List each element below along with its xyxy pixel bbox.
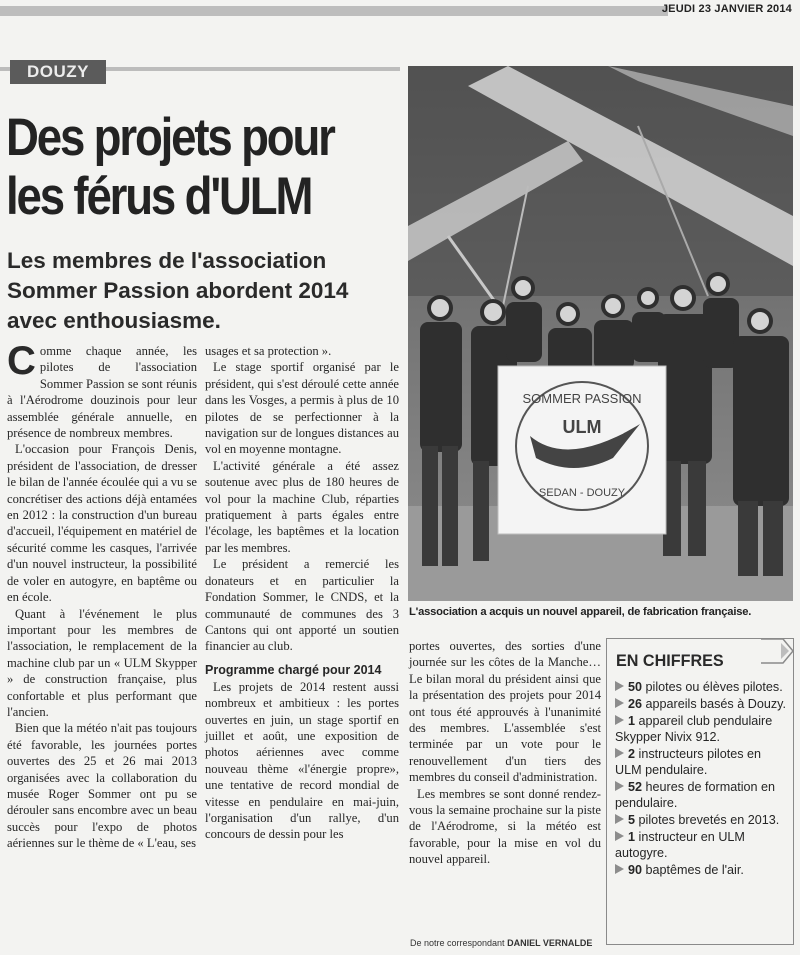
top-rule — [0, 6, 668, 16]
fact-number: 5 — [628, 813, 636, 827]
article-subheading: Programme chargé pour 2014 — [205, 662, 382, 677]
subtitle-line-2: Sommer Passion abordent 2014 — [7, 278, 349, 303]
fact-number: 52 — [628, 780, 643, 794]
fact-number: 26 — [628, 697, 643, 711]
article-column-2 — [205, 343, 399, 843]
article-paragraph: usages et sa protection ». — [205, 344, 332, 358]
banner-text-bottom: SEDAN - DOUZY — [538, 487, 626, 499]
section-kicker: DOUZY — [10, 60, 106, 84]
article-headline — [6, 108, 348, 226]
article-paragraph: Les projets de 2014 restent aussi nombreux et ambitieux : les portes ouvertes en juin, un stage sportif en juillet et août, une exposition de photos aériennes avec comme nouveau thème «l'énergie propre», une tentative de record mondial de vitesse en pendulaire en mai-juin, l'organisation d'un rallye, d'un concours de dessin pour les — [205, 679, 399, 842]
corner-arrow-icon — [761, 637, 795, 671]
factbox-item — [615, 713, 787, 745]
article-subtitle — [7, 246, 407, 336]
article-paragraph: Bien que la météo n'ait pas toujours été favorable, les journées portes ouvertes des 25 et 26 mai 2013 organisées avec la collaboration du musée Roger Sommer ont pu se dérouler sans encombre avec un beau succès pour l'expo de photos aériennes sur le thème de « L'eau, ses — [7, 721, 197, 851]
triangle-bullet-icon — [615, 681, 624, 691]
author-signature — [410, 938, 592, 948]
factbox-item — [615, 779, 787, 811]
drop-cap: C — [7, 339, 36, 383]
fact-number: 1 — [628, 714, 636, 728]
hangar-photo-illustration — [408, 66, 793, 601]
fact-text: heures de formation en pendulaire. — [615, 780, 776, 810]
article-photo — [408, 66, 793, 601]
fact-text: instructeur en ULM autogyre. — [615, 830, 745, 860]
article-column-3 — [409, 638, 601, 868]
article-paragraph — [7, 339, 197, 441]
headline-line-2: les férus d'ULM — [6, 167, 312, 226]
triangle-bullet-icon — [615, 864, 624, 874]
fact-text: appareil club pendulaire Skypper Nivix 912. — [615, 714, 773, 744]
fact-number: 90 — [628, 863, 643, 877]
triangle-bullet-icon — [615, 814, 624, 824]
article-column-1 — [7, 339, 197, 852]
article-paragraph: L'activité générale a été assez soutenue avec plus de 180 heures de vol pour la machine Club, réparties pratiquement à parts égales entre l'écolage, les baptêmes et la location par les membres. — [205, 458, 399, 555]
fact-text: appareils basés à Douzy. — [645, 697, 786, 711]
paragraph-text: omme chaque année, les pilotes de l'association Sommer Passion se sont réunis à l'Aérodrome douzinois pour leur assemblée générale annuelle, en présence de nombreux membres. — [7, 344, 197, 441]
page-date: JEUDI 23 JANVIER 2014 — [661, 3, 792, 15]
triangle-bullet-icon — [615, 715, 624, 725]
fact-number: 2 — [628, 747, 636, 761]
factbox-item — [615, 679, 787, 695]
article-paragraph: portes ouvertes, des sorties d'une journée sur les côtes de la Manche… Le bilan moral du président ainsi que la présentation des projets pour 2014 ont tous été approuvés à l'unanimité des membres. L'assemblée s'est terminée par un vote pour le renouvellement d'un tiers des membres du conseil d'administration. — [409, 639, 601, 785]
triangle-bullet-icon — [615, 748, 624, 758]
factbox-list — [615, 679, 787, 879]
signature-name: DANIEL VERNALDE — [507, 938, 593, 948]
factbox-item — [615, 862, 787, 878]
fact-number: 50 — [628, 680, 643, 694]
photo-caption: L'association a acquis un nouvel appareil, de fabrication française. — [409, 606, 752, 618]
factbox — [606, 638, 794, 945]
factbox-title: EN CHIFFRES — [616, 651, 724, 670]
signature-prefix: De notre correspondant — [410, 938, 505, 948]
subtitle-line-3: avec enthousiasme. — [7, 308, 221, 333]
fact-text: pilotes brevetés en 2013. — [638, 813, 780, 827]
article-paragraph: L'occasion pour François Denis, président de l'association, de dresser le bilan de l'année écoulée qui a vu se concrétiser des actions déjà entamées en 2012 : la construction d'un bureau d'accueil, l'équipement en matériel de sécurité comme les casques, l'arrivée d'un nouvel instructeur, la possibilité de voler en autogyre, en baptême ou en école. — [7, 442, 197, 605]
banner-text-mid: ULM — [562, 417, 602, 437]
fact-text: baptêmes de l'air. — [645, 863, 744, 877]
triangle-bullet-icon — [615, 698, 624, 708]
headline-line-1: Des projets pour — [6, 108, 334, 167]
factbox-item — [615, 746, 787, 778]
article-paragraph: Les membres se sont donné rendez-vous la semaine prochaine sur la piste de l'Aérodrome, si la météo est favorable, pour la mise en vol du nouvel appareil. — [409, 786, 601, 867]
article-paragraph: Le stage sportif organisé par le président, qui s'est déroulé cette année dans les Vosges, a permis à plus de 10 pilotes de se perfectionner à la navigation sur de longues distances au vol en moyenne montagne. — [205, 360, 399, 457]
subtitle-line-1: Les membres de l'association — [7, 248, 327, 273]
factbox-item — [615, 812, 787, 828]
factbox-item — [615, 829, 787, 861]
banner-text-top: SOMMER PASSION — [522, 391, 642, 406]
fact-text: instructeurs pilotes en ULM pendulaire. — [615, 747, 762, 777]
article-paragraph: Le président a remercié les donateurs et en particulier la Fondation Sommer, le CNDS, et la communauté de communes des 3 Cantons qui ont apporté un soutien financier au club. — [205, 557, 399, 654]
factbox-item — [615, 696, 787, 712]
fact-text: pilotes ou élèves pilotes. — [645, 680, 783, 694]
triangle-bullet-icon — [615, 781, 624, 791]
article-paragraph: Quant à l'événement le plus important pour les membres de l'association, le remplacement de la machine club par un « ULM Skypper » de construction française, plus confortable et plus performant que l'ancien. — [7, 606, 197, 719]
triangle-bullet-icon — [615, 831, 624, 841]
fact-number: 1 — [628, 830, 636, 844]
